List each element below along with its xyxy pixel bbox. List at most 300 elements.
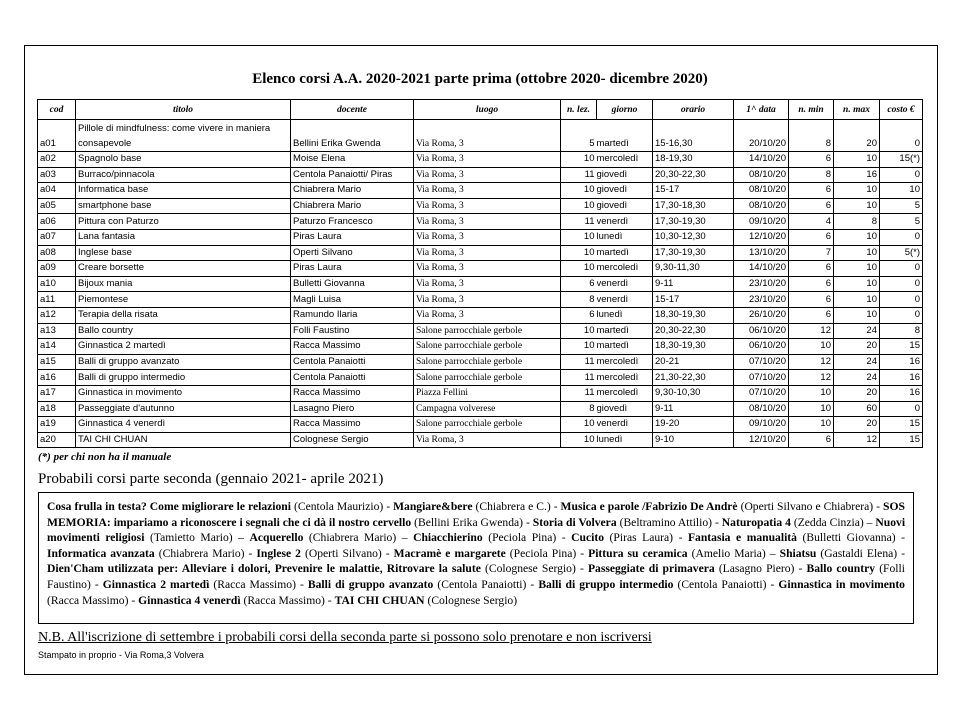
cell-costo: 5(*) <box>880 245 923 261</box>
section2-separator: - <box>381 546 394 560</box>
table-row <box>38 292 923 308</box>
section2-courses-box <box>38 492 914 624</box>
cell-luogo: Via Roma, 3 <box>414 183 561 199</box>
cell-giorno: martedì <box>597 323 653 339</box>
cell-giorno: mercoledì <box>597 152 653 168</box>
cell-docente: Bulletti Giovanna <box>291 276 414 292</box>
section2-separator: – <box>396 531 414 545</box>
cell-prima-data: 23/10/20 <box>734 276 789 292</box>
cell-titolo: Pittura con Paturzo <box>76 214 291 230</box>
section2-separator: – <box>232 531 250 545</box>
cell-costo: 16 <box>880 385 923 401</box>
cell-n-lez: 10 <box>561 152 597 168</box>
cell-n-min: 10 <box>789 401 834 417</box>
section2-separator: - <box>383 500 394 513</box>
cell-n-min: 6 <box>789 307 834 323</box>
cell-orario: 19-20 <box>653 417 734 433</box>
section2-teacher: (Chiabrera Mario) <box>308 531 397 545</box>
cell-titolo: Burraco/pinnacola <box>76 167 291 183</box>
cell-luogo: Salone parrocchiale gerbole <box>414 339 561 355</box>
section2-teacher: (Gastaldi Elena) <box>820 546 898 560</box>
cell-docente: Racca Massimo <box>291 385 414 401</box>
cell-n-lez: 10 <box>561 417 597 433</box>
cell-prima-data: 09/10/20 <box>734 417 789 433</box>
cell-titolo: Informatica base <box>76 183 291 199</box>
table-row <box>38 167 923 183</box>
cell-n-max: 10 <box>834 292 880 308</box>
section2-course-name: Ballo country <box>806 562 876 576</box>
cell-n-min: 4 <box>789 214 834 230</box>
cell-n-min: 8 <box>789 167 834 183</box>
header-n-lez: n. lez. <box>561 100 597 120</box>
cell-cod: a12 <box>38 307 76 323</box>
cell-docente: Bellini Erika Gwenda <box>291 120 414 152</box>
cell-n-min: 10 <box>789 417 834 433</box>
section2-course-name: Fantasia e manualità <box>687 531 797 545</box>
table-row <box>38 245 923 261</box>
cell-n-min: 6 <box>789 292 834 308</box>
section2-course-name: Balli di gruppo intermedio <box>538 577 674 591</box>
cell-prima-data: 06/10/20 <box>734 339 789 355</box>
cell-prima-data: 08/10/20 <box>734 198 789 214</box>
section2-teacher: (Lasagno Piero) <box>718 562 795 576</box>
cell-cod: a04 <box>38 183 76 199</box>
cell-n-lez: 10 <box>561 229 597 245</box>
section2-course-name: Informatica avanzata <box>47 546 155 560</box>
cell-prima-data: 23/10/20 <box>734 292 789 308</box>
cell-titolo: Balli di gruppo avanzato <box>76 354 291 370</box>
cell-orario: 18-19,30 <box>653 152 734 168</box>
cell-n-max: 10 <box>834 245 880 261</box>
section2-separator: - <box>90 577 103 591</box>
table-row <box>38 229 923 245</box>
section2-separator: - <box>873 500 884 513</box>
cell-orario: 17,30-19,30 <box>653 245 734 261</box>
section2-teacher: (Operti Silvano e Chiabrera) <box>740 500 874 513</box>
table-row <box>38 276 923 292</box>
cell-n-lez: 8 <box>561 292 597 308</box>
cell-orario: 9-11 <box>653 276 734 292</box>
cell-cod: a17 <box>38 385 76 401</box>
cell-docente: Chiabrera Mario <box>291 198 414 214</box>
section2-course-name: Ginnastica in movimento <box>778 577 905 591</box>
cell-n-lez: 10 <box>561 432 597 448</box>
section2-separator: - <box>712 515 722 529</box>
header-orario: orario <box>653 100 734 120</box>
section2-course-name: Chiacchierino <box>413 531 483 545</box>
section2-teacher: (Zedda Cinzia) <box>793 515 864 529</box>
section2-separator: - <box>895 531 906 545</box>
cell-giorno: mercoledì <box>597 385 653 401</box>
section2-teacher: (Centola Maurizio) <box>293 500 384 513</box>
cell-costo: 5 <box>880 214 923 230</box>
cell-costo: 0 <box>880 167 923 183</box>
cell-costo: 0 <box>880 229 923 245</box>
cell-n-max: 10 <box>834 276 880 292</box>
cell-luogo: Via Roma, 3 <box>414 261 561 277</box>
cell-prima-data: 13/10/20 <box>734 245 789 261</box>
cell-titolo: Creare borsette <box>76 261 291 277</box>
cell-n-max: 16 <box>834 167 880 183</box>
section2-separator: – <box>765 546 780 560</box>
cell-prima-data: 09/10/20 <box>734 214 789 230</box>
section2-teacher: (Centola Panaiotti) <box>677 577 767 591</box>
cell-cod: a10 <box>38 276 76 292</box>
cell-docente: Chiabrera Mario <box>291 183 414 199</box>
cell-giorno: mercoledì <box>597 354 653 370</box>
cell-n-min: 12 <box>789 323 834 339</box>
header-n-min: n. min <box>789 100 834 120</box>
cell-cod: a18 <box>38 401 76 417</box>
cell-n-max: 10 <box>834 183 880 199</box>
cell-n-lez: 10 <box>561 245 597 261</box>
cell-n-lez: 11 <box>561 167 597 183</box>
cell-n-min: 6 <box>789 198 834 214</box>
cell-prima-data: 12/10/20 <box>734 229 789 245</box>
cell-n-min: 6 <box>789 261 834 277</box>
cell-luogo: Via Roma, 3 <box>414 276 561 292</box>
cell-n-min: 6 <box>789 276 834 292</box>
section2-teacher: (Chiabrera Mario) <box>158 546 245 560</box>
section2-course-name: Balli di gruppo avanzato <box>307 577 434 591</box>
document-title: Elenco corsi A.A. 2020-2021 parte prima (ottobre 2020- dicembre 2020) <box>252 71 708 87</box>
cell-n-lez: 11 <box>561 385 597 401</box>
cell-titolo: Terapia della risata <box>76 307 291 323</box>
cell-prima-data: 08/10/20 <box>734 401 789 417</box>
cell-luogo: Salone parrocchiale gerbole <box>414 354 561 370</box>
cell-prima-data: 07/10/20 <box>734 385 789 401</box>
cell-docente: Centola Panaiotti <box>291 354 414 370</box>
cell-orario: 20,30-22,30 <box>653 323 734 339</box>
cell-cod: a06 <box>38 214 76 230</box>
cell-titolo: Bijoux mania <box>76 276 291 292</box>
cell-giorno: martedì <box>597 339 653 355</box>
header-costo: costo € <box>880 100 923 120</box>
table-row <box>38 354 923 370</box>
cell-prima-data: 08/10/20 <box>734 167 789 183</box>
cell-costo: 10 <box>880 183 923 199</box>
cell-orario: 17,30-19,30 <box>653 214 734 230</box>
cell-n-max: 20 <box>834 120 880 152</box>
cell-n-lez: 6 <box>561 307 597 323</box>
section2-course-name: Musica e parole /Fabrizio De Andrè <box>560 500 738 513</box>
cell-prima-data: 14/10/20 <box>734 261 789 277</box>
cell-docente: Lasagno Piero <box>291 401 414 417</box>
cell-titolo: Ginnastica in movimento <box>76 385 291 401</box>
section2-teacher: (Peciola Pina) <box>509 546 577 560</box>
printed-by-note: Stampato in proprio - Via Roma,3 Volvera <box>38 650 204 660</box>
cell-luogo: Via Roma, 3 <box>414 432 561 448</box>
cell-luogo: Campagna volverese <box>414 401 561 417</box>
cell-cod: a07 <box>38 229 76 245</box>
cell-n-min: 6 <box>789 183 834 199</box>
cell-cod: a16 <box>38 370 76 386</box>
cell-orario: 10,30-12,30 <box>653 229 734 245</box>
section2-teacher: (Chiabrera e C.) <box>475 500 551 513</box>
table-row <box>38 198 923 214</box>
cell-prima-data: 07/10/20 <box>734 354 789 370</box>
cell-n-max: 24 <box>834 370 880 386</box>
cell-orario: 15-16,30 <box>653 120 734 152</box>
section2-teacher: (Racca Massimo) <box>47 593 129 607</box>
header-n-max: n. max <box>834 100 880 120</box>
header-cod: cod <box>38 100 76 120</box>
cell-costo: 15 <box>880 417 923 433</box>
cell-costo: 0 <box>880 261 923 277</box>
cell-n-lez: 10 <box>561 323 597 339</box>
cell-titolo: Pillole di mindfulness: come vivere in maniera consapevole <box>76 120 291 152</box>
cell-prima-data: 26/10/20 <box>734 307 789 323</box>
section2-separator: - <box>575 562 588 576</box>
cell-giorno: lunedì <box>597 307 653 323</box>
cell-n-lez: 10 <box>561 261 597 277</box>
cell-n-max: 10 <box>834 229 880 245</box>
section2-separator: – <box>863 515 876 529</box>
cell-giorno: mercoledì <box>597 370 653 386</box>
cell-n-lez: 5 <box>561 120 597 152</box>
cell-titolo: Lana fantasia <box>76 229 291 245</box>
cell-luogo: Via Roma, 3 <box>414 245 561 261</box>
cell-n-max: 10 <box>834 198 880 214</box>
cell-giorno: lunedì <box>597 432 653 448</box>
cell-giorno: venerdì <box>597 214 653 230</box>
header-titolo: titolo <box>76 100 291 120</box>
cell-n-lez: 11 <box>561 214 597 230</box>
section2-separator: - <box>556 531 572 545</box>
cell-n-max: 12 <box>834 432 880 448</box>
header-prima-data: 1^ data <box>734 100 789 120</box>
cell-luogo: Via Roma, 3 <box>414 198 561 214</box>
cell-docente: Ramundo Ilaria <box>291 307 414 323</box>
cell-n-min: 12 <box>789 354 834 370</box>
table-row <box>38 432 923 448</box>
cell-n-lez: 10 <box>561 198 597 214</box>
cell-orario: 18,30-19,30 <box>653 339 734 355</box>
section2-title: Probabili corsi parte seconda (gennaio 2021- aprile 2021) <box>38 471 384 487</box>
section2-separator: - <box>576 546 589 560</box>
cell-n-lez: 10 <box>561 339 597 355</box>
section2-course-name: Pittura su ceramica <box>588 546 688 560</box>
cell-n-max: 20 <box>834 385 880 401</box>
cell-costo: 0 <box>880 307 923 323</box>
section2-separator: - <box>324 593 335 607</box>
cell-docente: Piras Laura <box>291 261 414 277</box>
cell-giorno: giovedì <box>597 167 653 183</box>
cell-cod: a13 <box>38 323 76 339</box>
cell-titolo: Passeggiate d'autunno <box>76 401 291 417</box>
cell-docente: Colognese Sergio <box>291 432 414 448</box>
table-row <box>38 417 923 433</box>
cell-cod: a08 <box>38 245 76 261</box>
section2-teacher: (Centola Panaiotti) <box>437 577 527 591</box>
cell-prima-data: 12/10/20 <box>734 432 789 448</box>
cell-titolo: Inglese base <box>76 245 291 261</box>
section2-course-name: Macramè e margarete <box>393 546 506 560</box>
cell-n-min: 6 <box>789 432 834 448</box>
section2-course-name: SOS MEMORIA: impariamo a riconoscere i segnali che ci dà il nostro cervello <box>47 500 905 529</box>
cell-giorno: martedì <box>597 245 653 261</box>
cell-n-lez: 6 <box>561 276 597 292</box>
cell-giorno: giovedì <box>597 183 653 199</box>
cell-luogo: Piazza Fellini <box>414 385 561 401</box>
cell-titolo: Ginnastica 4 venerdì <box>76 417 291 433</box>
cell-orario: 17,30-18,30 <box>653 198 734 214</box>
nb-note: N.B. All'iscrizione di settembre i probabili corsi della seconda parte si possono solo prenotare e non iscriversi <box>38 630 652 645</box>
cell-n-lez: 8 <box>561 401 597 417</box>
cell-giorno: giovedì <box>597 198 653 214</box>
section2-course-name: Ginnastica 2 martedì <box>102 577 210 591</box>
cell-cod: a11 <box>38 292 76 308</box>
cell-n-max: 8 <box>834 214 880 230</box>
cell-titolo: TAI CHI CHUAN <box>76 432 291 448</box>
cell-costo: 0 <box>880 401 923 417</box>
cell-docente: Centola Panaiotti <box>291 370 414 386</box>
cell-cod: a20 <box>38 432 76 448</box>
cell-n-min: 10 <box>789 339 834 355</box>
cell-docente: Paturzo Francesco <box>291 214 414 230</box>
cell-luogo: Via Roma, 3 <box>414 229 561 245</box>
cell-n-min: 8 <box>789 120 834 152</box>
cell-orario: 9-11 <box>653 401 734 417</box>
cell-costo: 8 <box>880 323 923 339</box>
cell-n-min: 12 <box>789 370 834 386</box>
footnote: (*) per chi non ha il manuale <box>38 451 172 463</box>
cell-cod: a05 <box>38 198 76 214</box>
cell-luogo: Salone parrocchiale gerbole <box>414 323 561 339</box>
cell-cod: a09 <box>38 261 76 277</box>
cell-costo: 15 <box>880 339 923 355</box>
cell-n-max: 24 <box>834 354 880 370</box>
cell-orario: 21,30-22,30 <box>653 370 734 386</box>
section2-teacher: (Colognese Sergio) <box>427 593 518 607</box>
cell-titolo: Piemontese <box>76 292 291 308</box>
cell-prima-data: 07/10/20 <box>734 370 789 386</box>
cell-orario: 15-17 <box>653 183 734 199</box>
section2-separator: - <box>766 577 779 591</box>
section2-course-name: Passeggiate di primavera <box>587 562 715 576</box>
section2-course-name: Acquerello <box>249 531 304 545</box>
cell-luogo: Via Roma, 3 <box>414 214 561 230</box>
cell-luogo: Via Roma, 3 <box>414 120 561 152</box>
cell-prima-data: 20/10/20 <box>734 120 789 152</box>
cell-prima-data: 06/10/20 <box>734 323 789 339</box>
cell-orario: 9,30-11,30 <box>653 261 734 277</box>
section2-separator: - <box>673 531 688 545</box>
cell-luogo: Salone parrocchiale gerbole <box>414 370 561 386</box>
cell-n-max: 10 <box>834 261 880 277</box>
table-row <box>38 385 923 401</box>
section2-course-name: Shiatsu <box>779 546 817 560</box>
section2-teacher: (Peciola Pina) <box>488 531 557 545</box>
cell-orario: 15-17 <box>653 292 734 308</box>
header-giorno: giorno <box>597 100 653 120</box>
cell-prima-data: 14/10/20 <box>734 152 789 168</box>
cell-titolo: Spagnolo base <box>76 152 291 168</box>
cell-luogo: Via Roma, 3 <box>414 307 561 323</box>
cell-cod: a02 <box>38 152 76 168</box>
section2-course-name: Dien'Cham utilizzata per: Alleviare i dolori, Prevenire le malattie, Ritrovare la salute <box>47 562 481 576</box>
section2-separator: - <box>550 500 561 513</box>
cell-n-max: 24 <box>834 323 880 339</box>
section2-teacher: (Bellini Erika Gwenda) <box>414 515 524 529</box>
section2-course-name: Nuovi movimenti religiosi <box>47 515 906 545</box>
table-row <box>38 214 923 230</box>
cell-titolo: Balli di gruppo intermedio <box>76 370 291 386</box>
cell-docente: Moise Elena <box>291 152 414 168</box>
section2-teacher: (Tamietto Mario) <box>149 531 233 545</box>
section2-teacher: (Racca Massimo) <box>213 577 296 591</box>
cell-luogo: Via Roma, 3 <box>414 292 561 308</box>
cell-docente: Centola Panaiotti/ Piras <box>291 167 414 183</box>
cell-luogo: Via Roma, 3 <box>414 152 561 168</box>
header-luogo: luogo <box>414 100 561 120</box>
section2-course-name: Inglese 2 <box>256 546 301 560</box>
section2-teacher: (Amelio Maria) <box>691 546 766 560</box>
cell-giorno: venerdì <box>597 276 653 292</box>
section2-separator: - <box>128 593 139 607</box>
cell-docente: Folli Faustino <box>291 323 414 339</box>
section2-teacher: (Beltramino Attilio) <box>619 515 713 529</box>
cell-n-min: 7 <box>789 245 834 261</box>
cell-giorno: mercoledì <box>597 261 653 277</box>
table-row <box>38 152 923 168</box>
cell-giorno: giovedì <box>597 401 653 417</box>
cell-n-max: 20 <box>834 339 880 355</box>
cell-cod: a03 <box>38 167 76 183</box>
cell-giorno: lunedì <box>597 229 653 245</box>
cell-giorno: martedì <box>597 120 653 152</box>
section2-course-name: Cucito <box>571 531 604 545</box>
section2-course-name: Cosa frulla in testa? Come migliorare le relazioni <box>47 500 291 513</box>
table-header-row <box>38 100 923 120</box>
cell-docente: Racca Massimo <box>291 417 414 433</box>
cell-docente: Racca Massimo <box>291 339 414 355</box>
table-row <box>38 339 923 355</box>
cell-costo: 16 <box>880 354 923 370</box>
section2-separator: - <box>523 515 533 529</box>
section2-course-name: Mangiare&bere <box>393 500 473 513</box>
cell-costo: 0 <box>880 292 923 308</box>
table-row <box>38 370 923 386</box>
section2-separator: - <box>794 562 807 576</box>
cell-docente: Operti Silvano <box>291 245 414 261</box>
section2-course-name: TAI CHI CHUAN <box>334 593 425 607</box>
cell-n-min: 6 <box>789 229 834 245</box>
cell-cod: a19 <box>38 417 76 433</box>
cell-titolo: Ginnastica 2 martedì <box>76 339 291 355</box>
cell-n-max: 20 <box>834 417 880 433</box>
cell-costo: 16 <box>880 370 923 386</box>
section2-separator: - <box>244 546 257 560</box>
cell-n-min: 10 <box>789 385 834 401</box>
cell-orario: 20-21 <box>653 354 734 370</box>
courses-table-body <box>38 120 923 448</box>
cell-titolo: Ballo country <box>76 323 291 339</box>
table-row <box>38 183 923 199</box>
cell-prima-data: 08/10/20 <box>734 183 789 199</box>
cell-n-max: 10 <box>834 152 880 168</box>
section2-course-name: Ginnastica 4 venerdì <box>138 593 241 607</box>
cell-orario: 20,30-22,30 <box>653 167 734 183</box>
table-row <box>38 261 923 277</box>
table-row <box>38 307 923 323</box>
cell-cod: a14 <box>38 339 76 355</box>
section2-teacher: (Piras Laura) <box>609 531 674 545</box>
cell-cod: a01 <box>38 120 76 152</box>
cell-luogo: Via Roma, 3 <box>414 167 561 183</box>
cell-n-max: 60 <box>834 401 880 417</box>
section2-teacher: (Folli Faustino) <box>47 562 905 591</box>
